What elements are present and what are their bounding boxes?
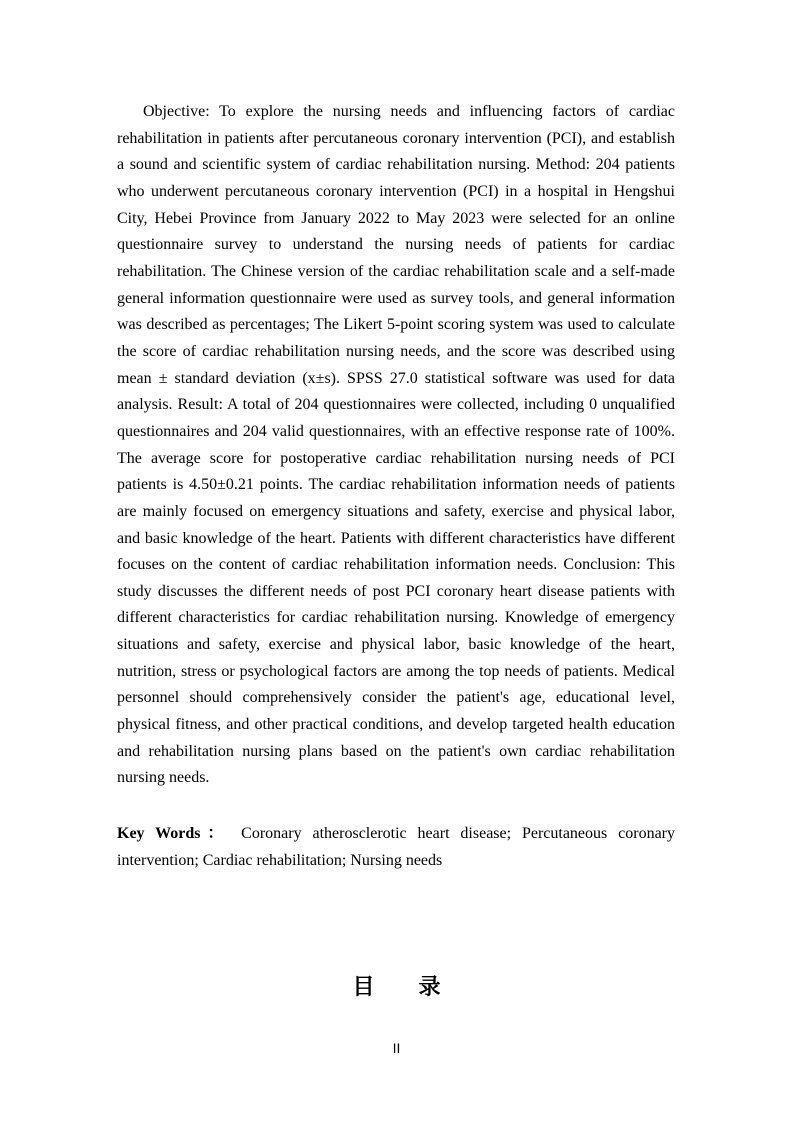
page-number: II	[392, 1040, 401, 1056]
keywords-paragraph	[117, 821, 675, 874]
toc-heading: 目 录	[352, 974, 441, 999]
keywords-label: Key Words：	[117, 825, 231, 842]
keywords-text: Coronary atherosclerotic heart disease; Percutaneous coronary intervention; Cardiac rehabilitation; Nursing needs	[117, 825, 676, 869]
abstract-paragraph: Objective: To explore the nursing needs and influencing factors of cardiac rehabilitation in patients after percutaneous coronary intervention (PCI), and establish a sound and scientific system of cardiac rehabilitation nursing. Method: 204 patients who underwent percutaneous coronary intervention (PCI) in a hospital in Hengshui City, Hebei Province from January 2022 to May 2023 were selected for an online questionnaire survey to understand the nursing needs of patients for cardiac rehabilitation. The Chinese version of the cardiac rehabilitation scale and a self-made general information questionnaire were used as survey tools, and general information was described as percentages; The Likert 5-point scoring system was used to calculate the score of cardiac rehabilitation nursing needs, and the score was described using mean ± standard deviation (x±s). SPSS 27.0 statistical software was used for data analysis. Result: A total of 204 questionnaires were collected, including 0 unqualified questionnaires and 204 valid questionnaires, with an effective response rate of 100%. The average score for postoperative cardiac rehabilitation nursing needs of PCI patients is 4.50±0.21 points. The cardiac rehabilitation information needs of patients are mainly focused on emergency situations and safety, exercise and physical labor, and basic knowledge of the heart. Patients with different characteristics have different focuses on the content of cardiac rehabilitation information needs. Conclusion: This study discusses the different needs of post PCI coronary heart disease patients with different characteristics for cardiac rehabilitation nursing. Knowledge of emergency situations and safety, exercise and physical labor, basic knowledge of the heart, nutrition, stress or psychological factors are among the top needs of patients. Medical personnel should comprehensively consider the patient's age, educational level, physical fitness, and other practical conditions, and develop targeted health education and rehabilitation nursing plans based on the patient's own cardiac rehabilitation nursing needs.	[117, 103, 675, 787]
abstract-section	[117, 99, 675, 792]
